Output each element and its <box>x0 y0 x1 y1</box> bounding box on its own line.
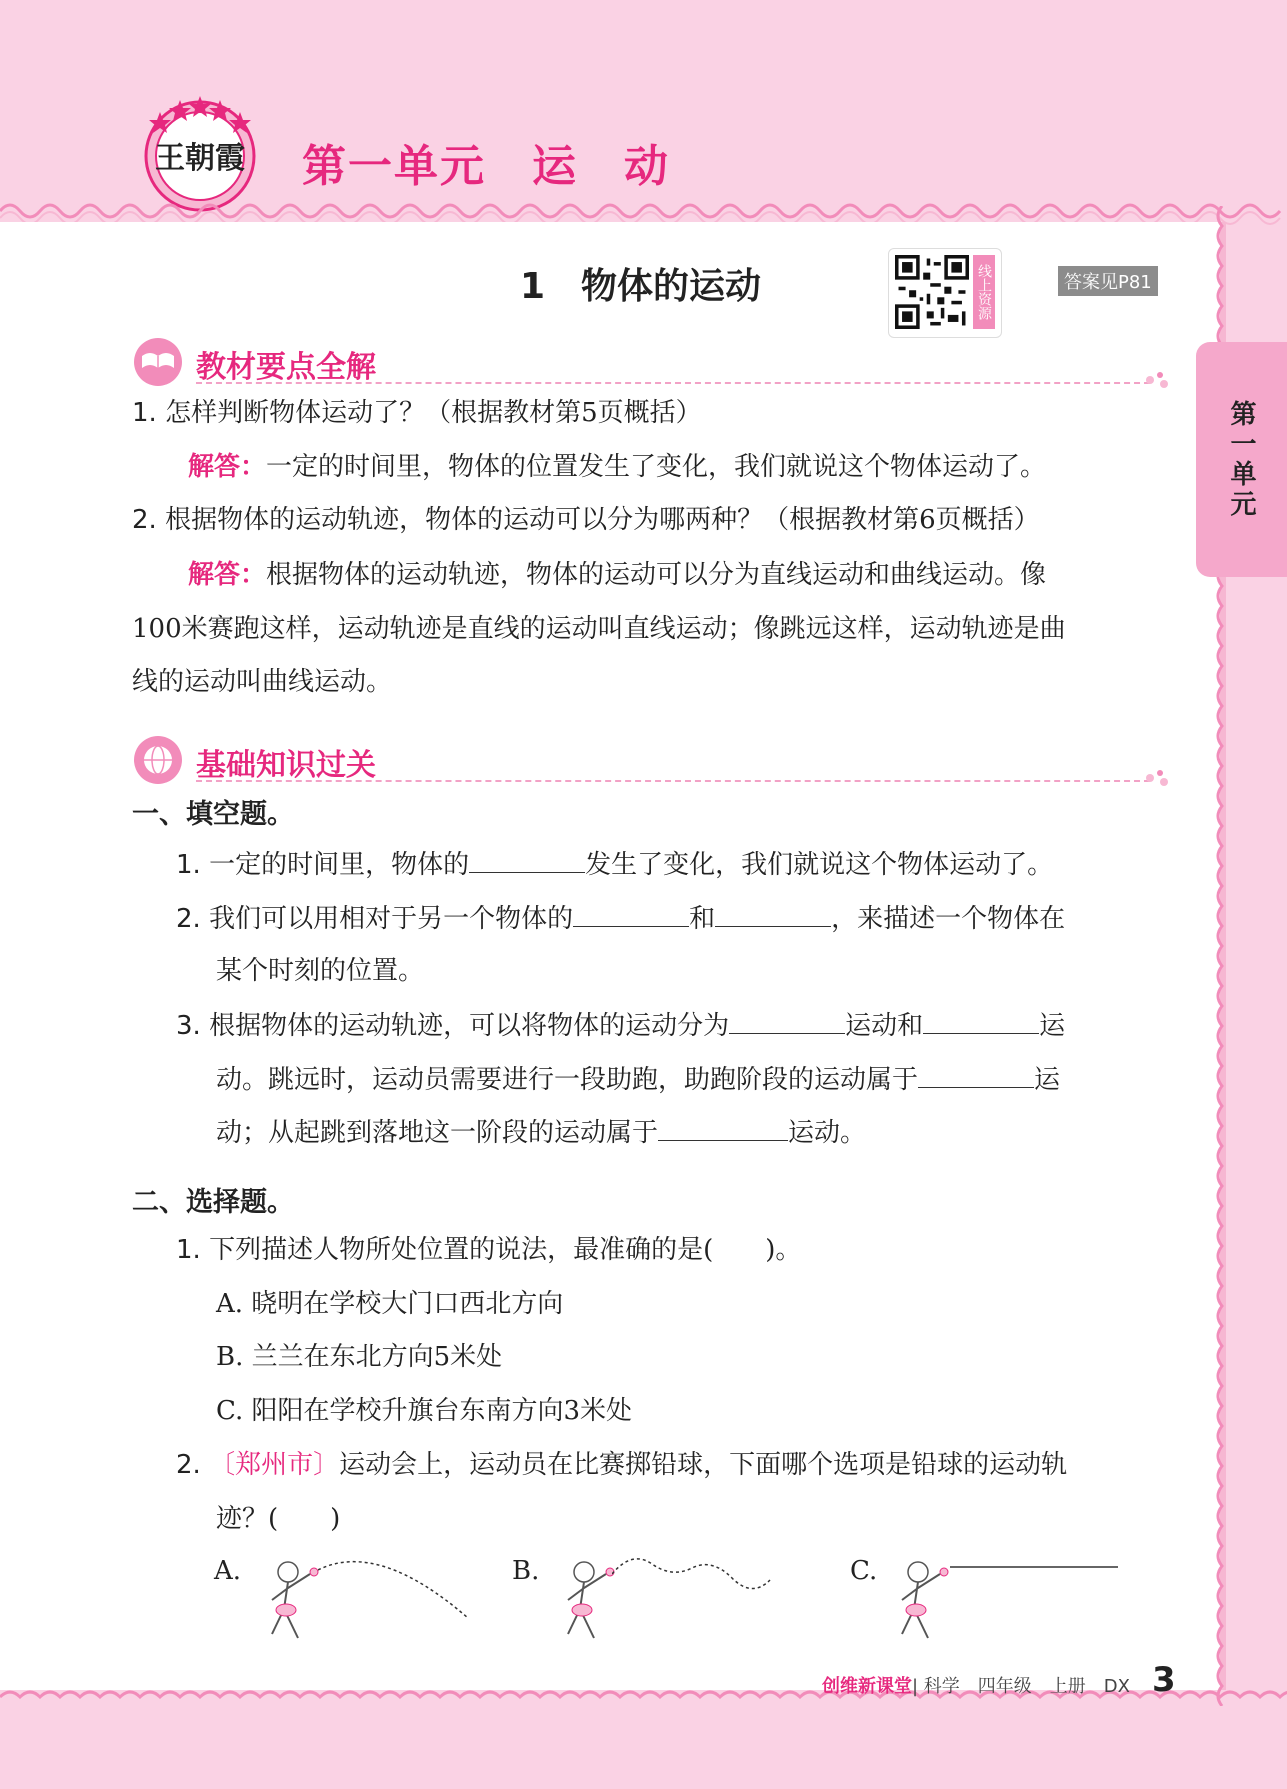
footer-info <box>822 1672 1130 1698</box>
unit-side-tab[interactable] <box>1196 342 1287 577</box>
qr-label: 线上资源 <box>973 255 995 329</box>
choice-option-b[interactable]: B. 兰兰在东北方向5米处 <box>216 1342 503 1372</box>
answer-2-line1: 解答：根据物体的运动轨迹，物体的运动可以分为直线运动和曲线运动。像 <box>188 560 1047 590</box>
question-1: 1. 怎样判断物体运动了？（根据教材第5页概括） <box>132 398 702 428</box>
footer-brand: 创维新课堂 <box>822 1676 912 1697</box>
answer-blank[interactable] <box>923 1007 1039 1034</box>
region-tag: 〔郑州市〕 <box>209 1450 340 1480</box>
trajectory-curve-b <box>612 1550 772 1600</box>
section-title: 基础知识过关 <box>196 748 376 783</box>
answer-blank[interactable] <box>918 1061 1034 1088</box>
dots-decoration <box>1144 370 1170 390</box>
fill-question-3: 3. 根据物体的运动轨迹，可以将物体的运动分为 运动和 运 <box>176 1007 1065 1043</box>
choice-option-a[interactable]: A. 晓明在学校大门口西北方向 <box>216 1289 564 1319</box>
globe-icon <box>130 734 186 786</box>
logo-text: 王朝霞 <box>155 141 245 176</box>
question-2: 2. 根据物体的运动轨迹，物体的运动可以分为哪两种？（根据教材第6页概括） <box>132 505 1040 535</box>
page-number: 3 <box>1152 1660 1176 1700</box>
trajectory-line-c <box>950 1562 1120 1572</box>
footer-book-info: | 科学 四年级 上册 DX <box>912 1676 1130 1697</box>
choice-question-2-line2: 迹？( ) <box>216 1504 341 1534</box>
answer-blank[interactable] <box>715 900 831 927</box>
fill-question-1: 1. 一定的时间里，物体的 发生了变化，我们就说这个物体运动了。 <box>176 846 1053 882</box>
fill-question-3-line3: 动；从起跳到落地这一阶段的运动属于 运动。 <box>216 1114 866 1150</box>
qr-code-icon <box>895 255 969 329</box>
section-header-key-points <box>130 336 1170 388</box>
lesson-title: 1 物体的运动 <box>520 266 762 307</box>
answer-reference-badge: 答案见P81 <box>1058 266 1158 296</box>
answer-blank[interactable] <box>658 1114 788 1141</box>
answer-blank[interactable] <box>573 900 689 927</box>
trajectory-curve-a <box>318 1550 470 1620</box>
fill-question-2: 2. 我们可以用相对于另一个物体的 和 ，来描述一个物体在 <box>176 900 1065 936</box>
qr-resource[interactable] <box>888 248 1002 338</box>
answer-blank[interactable] <box>729 1007 845 1034</box>
answer-2-line2: 100米赛跑这样，运动轨迹是直线的运动叫直线运动；像跳远这样，运动轨迹是曲 <box>132 614 1066 644</box>
section-header-basic-knowledge <box>130 734 1170 786</box>
choice-question-1: 1. 下列描述人物所处位置的说法，最准确的是( )。 <box>176 1235 802 1265</box>
trajectory-option-b-label[interactable]: B. <box>512 1556 540 1586</box>
dashed-divider <box>196 382 1150 384</box>
dashed-divider <box>196 780 1150 782</box>
book-icon <box>130 336 186 388</box>
unit-title: 第一单元 运 动 <box>302 141 670 192</box>
answer-blank[interactable] <box>469 846 585 873</box>
trajectory-option-c-label[interactable]: C. <box>850 1556 878 1586</box>
fill-question-2-line2: 某个时刻的位置。 <box>216 956 425 986</box>
side-tab-label: 第一单元 <box>1226 399 1256 520</box>
part-heading-choice: 二、选择题。 <box>132 1187 294 1218</box>
answer-1: 解答：一定的时间里，物体的位置发生了变化，我们就说这个物体运动了。 <box>188 452 1047 482</box>
section-title: 教材要点全解 <box>196 350 376 385</box>
answer-2-line3: 线的运动叫曲线运动。 <box>132 667 393 697</box>
part-heading-fill-in: 一、填空题。 <box>132 799 294 830</box>
fill-question-3-line2: 动。跳远时，运动员需要进行一段助跑，助跑阶段的运动属于 运 <box>216 1061 1060 1097</box>
trajectory-option-a-label[interactable]: A. <box>214 1556 242 1586</box>
choice-question-2: 2. 〔郑州市〕运动会上，运动员在比赛掷铅球，下面哪个选项是铅球的运动轨 <box>176 1450 1068 1480</box>
dots-decoration <box>1144 768 1170 788</box>
choice-option-c[interactable]: C. 阳阳在学校升旗台东南方向3米处 <box>216 1396 633 1426</box>
